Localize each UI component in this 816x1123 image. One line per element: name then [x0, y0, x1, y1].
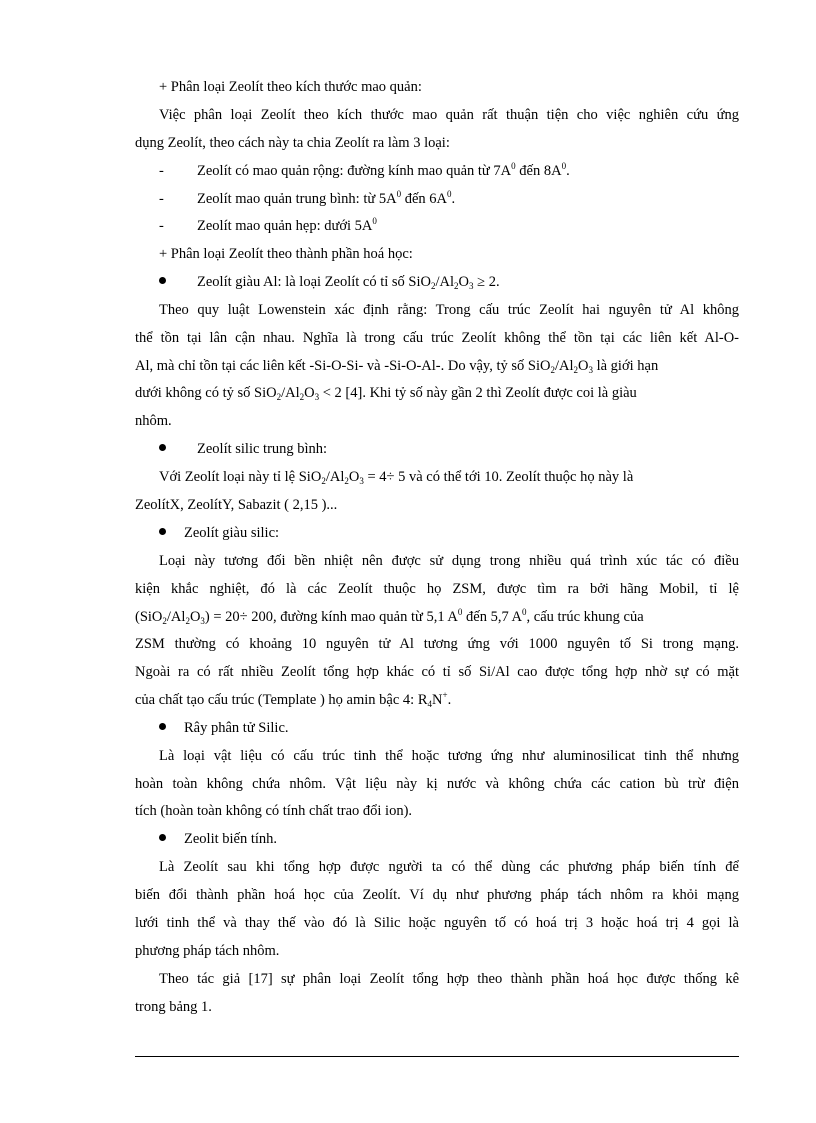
- paragraph-line: nhôm.: [135, 413, 172, 429]
- bullet-icon: [159, 723, 166, 730]
- paragraph-line: Al, mà chỉ tồn tại các liên kết -Si-O-Si- và -Si-O-Al-. Do vậy, tỷ số $SiO_2/Al_2O_3$ là giới hạn: [135, 358, 659, 375]
- paragraph-line: Loại này tương đối bền nhiệt nên được sử dụng trong nhiều quá trình xúc tác có điều: [159, 553, 739, 569]
- paragraph-line: dụng Zeolít, theo cách này ta chia Zeolít ra làm 3 loại:: [135, 135, 450, 151]
- paragraph-line: thể tồn tại lân cận nhau. Nghĩa là trong cấu trúc Zeolít không thể tồn tại các liên kết Al-O-: [135, 330, 739, 346]
- list-item-silica-sieve: Rây phân tử Silic.: [184, 720, 289, 736]
- paragraph-line: $(SiO_2/Al_2O_3) = 20\div 200$, đường kính mao quản từ 5,1 $A^0$ đến 5,7 $A^0$, cấu trúc khung của: [135, 607, 644, 626]
- bullet-icon: [159, 528, 166, 535]
- paragraph-line: biến đổi thành phần hoá học của Zeolít. Ví dụ như phương pháp tách nhôm ra khỏi mạng: [135, 887, 739, 903]
- footer-divider: [135, 1056, 739, 1057]
- paragraph-line: trong bảng 1.: [135, 999, 212, 1015]
- bullet-icon: [159, 277, 166, 284]
- paragraph-line: dưới không có tỷ số $SiO_2/Al_2O_3 < 2$ [4]. Khi tỷ số này gần 2 thì Zeolít được coi là giàu: [135, 385, 637, 402]
- paragraph-line: kiện khắc nghiệt, đó là các Zeolít thuộc họ ZSM, được tìm ra bởi hãng Mobil, tỉ lệ: [135, 581, 739, 597]
- paragraph-line: Với Zeolít loại này tỉ lệ $SiO_2/Al_2O_3 = 4\div 5$ và có thể tới 10. Zeolít thuộc họ này là: [159, 469, 634, 486]
- heading-composition: + Phân loại Zeolít theo thành phần hoá học:: [159, 246, 413, 262]
- list-item-medium-silica: Zeolít silic trung bình:: [197, 441, 328, 457]
- list-item-medium-pore: Zeolít mao quản trung bình: từ $5A^0$ đến $6A^0$.: [197, 189, 456, 207]
- list-item-modified-zeolite: Zeolit biến tính.: [184, 831, 278, 847]
- heading-pore-size: + Phân loại Zeolít theo kích thước mao quản:: [159, 79, 422, 95]
- paragraph-line: ZSM thường có khoảng 10 nguyên tử Al tương ứng với 1000 nguyên tố Si trong mạng.: [135, 636, 739, 652]
- paragraph-line: phương pháp tách nhôm.: [135, 943, 280, 959]
- bullet-icon: [159, 444, 166, 451]
- bullet-icon: [159, 834, 166, 841]
- paragraph-line: Việc phân loại Zeolít theo kích thước mao quản rất thuận tiện cho việc nghiên cứu ứng: [159, 107, 739, 123]
- dash-marker: -: [159, 218, 164, 234]
- paragraph-line: tích (hoàn toàn không có tính chất trao đổi ion).: [135, 803, 413, 819]
- paragraph-line: Ngoài ra có rất nhiều Zeolít tổng hợp khác có tỉ số Si/Al cao được tổng hợp nhờ sự có mặt: [135, 664, 739, 680]
- list-item-silica-rich: Zeolít giàu silic:: [184, 525, 280, 541]
- list-item-wide-pore: Zeolít có mao quản rộng: đường kính mao quản từ $7A^0$ đến $8A^0$.: [197, 161, 570, 179]
- paragraph-line: Theo tác giả [17] sự phân loại Zeolít tổng hợp theo thành phần hoá học được thống kê: [159, 971, 739, 987]
- dash-marker: -: [159, 191, 164, 207]
- list-item-narrow-pore: Zeolít mao quản hẹp: dưới $5A^0$: [197, 216, 377, 234]
- paragraph-line: lưới tinh thể và thay thế vào đó là Silic hoặc nguyên tố có hoá trị 3 hoặc hoá trị 4 gọi là: [135, 915, 739, 931]
- paragraph-line: ZeolítX, ZeolítY, Sabazit ( 2,15 )...: [135, 497, 338, 513]
- paragraph-line: của chất tạo cấu trúc (Template ) họ amin bậc 4: $R_4N^+$.: [135, 690, 452, 709]
- dash-marker: -: [159, 163, 164, 179]
- paragraph-line: Là loại vật liệu có cấu trúc tinh thể hoặc tương ứng như aluminosilicat tinh thể nhưng: [159, 748, 739, 764]
- list-item-al-rich: Zeolít giàu Al: là loại Zeolít có tỉ số $SiO_2/Al_2O_3 \ge 2$.: [197, 274, 500, 291]
- paragraph-line: Là Zeolít sau khi tổng hợp được người ta có thể dùng các phương pháp biến tính để: [159, 859, 739, 875]
- paragraph-line: hoàn toàn không chứa nhôm. Vật liệu này kị nước và không chứa các cation bù trừ điện: [135, 776, 739, 792]
- paragraph-line: Theo quy luật Lowenstein xác định rằng: Trong cấu trúc Zeolít hai nguyên tử Al không: [159, 302, 739, 318]
